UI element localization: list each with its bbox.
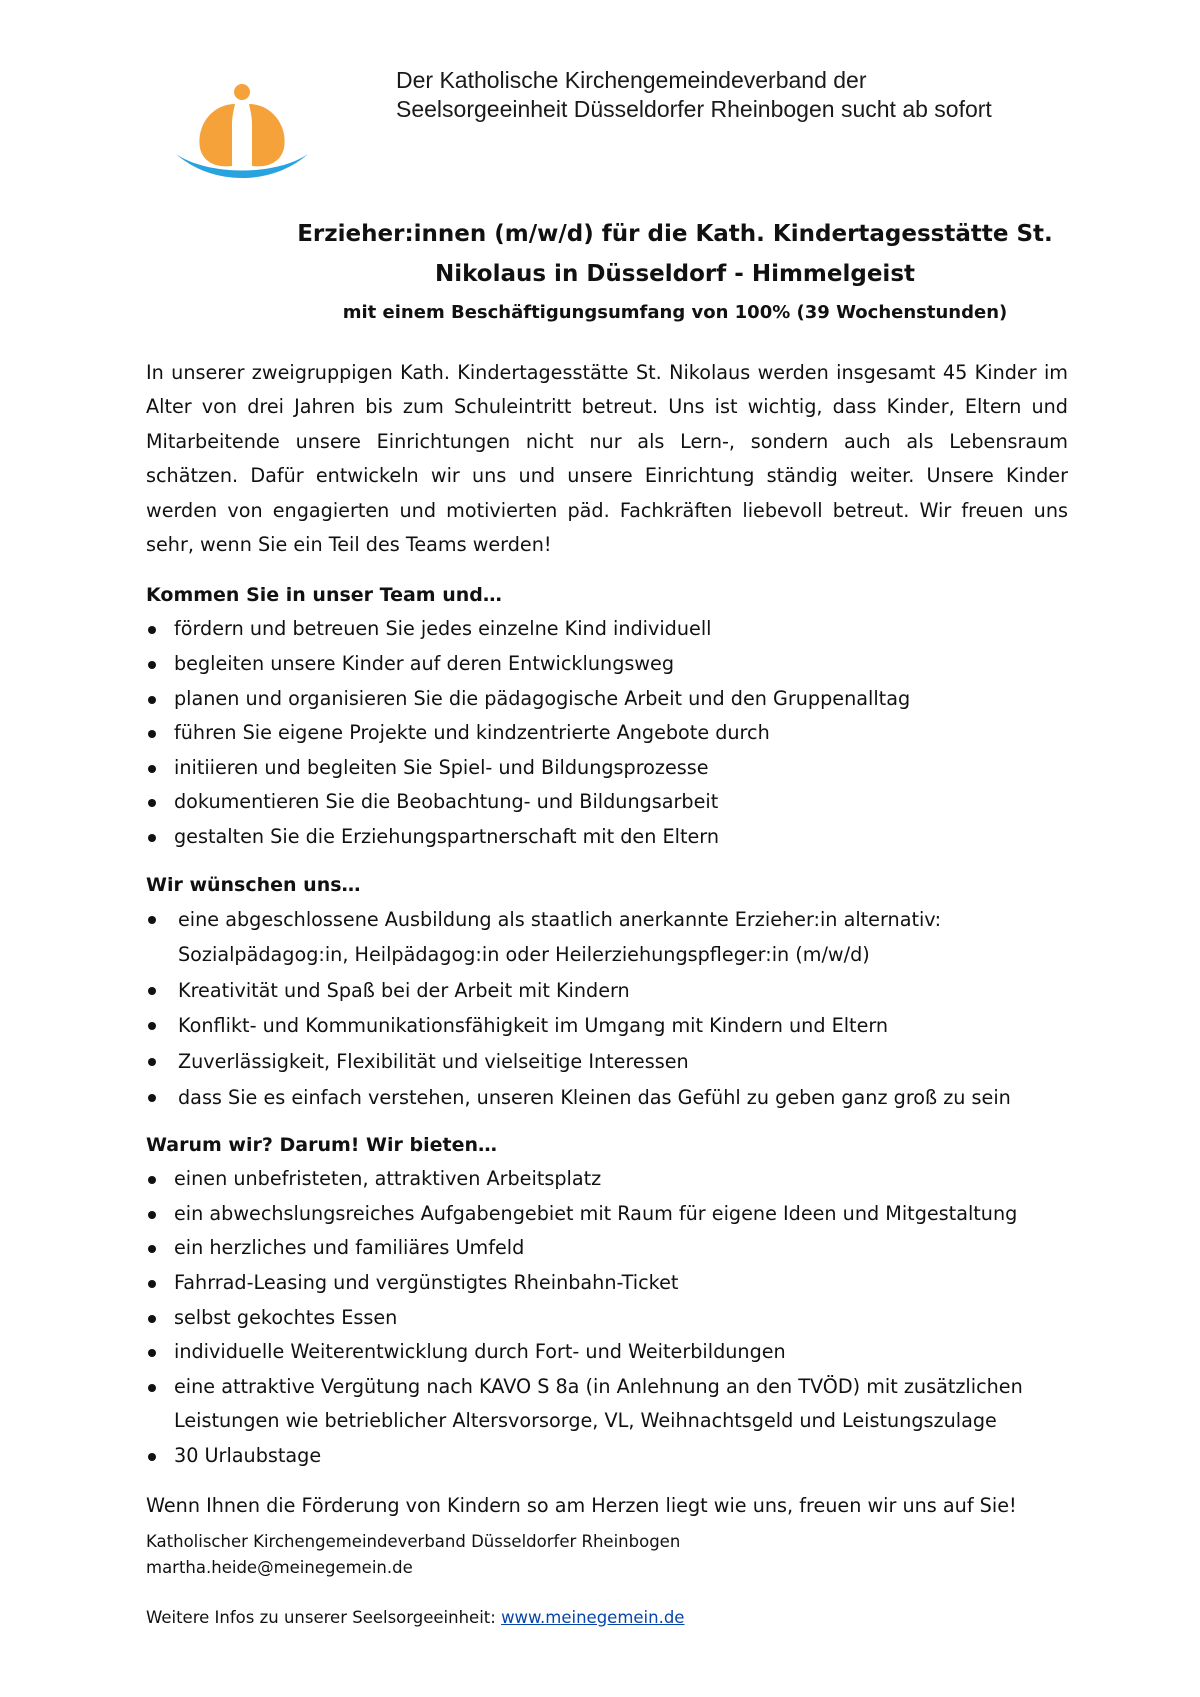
list-item: dokumentieren Sie die Beobachtung- und Bildungsarbeit [146,785,1068,820]
list-item: Kreativität und Spaß bei der Arbeit mit Kindern [146,973,1068,1009]
list-item: einen unbefristeten, attraktiven Arbeitsplatz [146,1162,1068,1197]
list-item: Zuverlässigkeit, Flexibilität und vielseitige Interessen [146,1044,1068,1080]
list-item: ein herzliches und familiäres Umfeld [146,1231,1068,1266]
bullet-icon [148,626,156,634]
list-item: initiieren und begleiten Sie Spiel- und Bildungsprozesse [146,751,1068,786]
more-info-label: Weitere Infos zu unserer Seelsorgeeinheit: [146,1607,502,1627]
bullet-icon [148,1058,156,1066]
contact-email: martha.heide@meinegemein.de [146,1557,413,1577]
list-item: gestalten Sie die Erziehungspartnerschaft mit den Eltern [146,820,1068,855]
organization-header [396,66,1116,124]
section-heading-tasks: Kommen Sie in unser Team und… [146,584,502,607]
list-item: individuelle Weiterentwicklung durch Fort- und Weiterbildungen [146,1335,1068,1370]
list-item: ein abwechslungsreiches Aufgabengebiet mit Raum für eigene Ideen und Mitgestaltung [146,1197,1068,1232]
list-item: eine abgeschlossene Ausbildung als staatlich anerkannte Erzieher:in alternativ: Sozialpädagog:in, Heilpädagog:in oder Heilerziehungspfleger:in (m/w/d) [146,902,1068,973]
bullet-icon [148,834,156,842]
task-list [146,612,1068,854]
list-item: begleiten unsere Kinder auf deren Entwicklungsweg [146,647,1068,682]
bullet-icon [148,987,156,995]
list-item: führen Sie eigene Projekte und kindzentrierte Angebote durch [146,716,1068,751]
requirements-list [146,902,1068,1116]
bullet-icon [148,1094,156,1102]
list-item: selbst gekochtes Essen [146,1301,1068,1336]
job-title-block [290,214,1060,330]
bullet-icon [148,1384,156,1392]
section-heading-benefits: Warum wir? Darum! Wir bieten… [146,1134,497,1157]
list-item: eine attraktive Vergütung nach KAVO S 8a (in Anlehnung an den TVÖD) mit zusätzlichen Leistungen wie betrieblicher Altersvorsorge, VL, Weihnachtsgeld und Leistungszulage [146,1370,1068,1439]
contact-organization: Katholischer Kirchengemeindeverband Düsseldorfer Rheinbogen [146,1531,681,1551]
parish-logo-icon [172,82,312,192]
bullet-icon [148,916,156,924]
job-title-line-2: Nikolaus in Düsseldorf - Himmelgeist [434,261,916,287]
job-subtitle: mit einem Beschäftigungsumfang von 100% (39 Wochenstunden) [342,302,1008,323]
bullet-icon [148,730,156,738]
website-link[interactable]: www.meinegemein.de [501,1607,685,1627]
list-item: Fahrrad-Leasing und vergünstigtes Rheinbahn-Ticket [146,1266,1068,1301]
bullet-icon [148,1349,156,1357]
header-line-2: Seelsorgeeinheit Düsseldorfer Rheinbogen sucht ab sofort [396,96,992,122]
bullet-icon [148,1280,156,1288]
bullet-icon [148,1245,156,1253]
header-line-1: Der Katholische Kirchengemeindeverband der [396,67,867,93]
bullet-icon [148,765,156,773]
list-item: planen und organisieren Sie die pädagogische Arbeit und den Gruppenalltag [146,682,1068,717]
bullet-icon [148,1315,156,1323]
job-title-line-1: Erzieher:innen (m/w/d) für die Kath. Kindertagesstätte St. [297,221,1053,247]
intro-paragraph: In unserer zweigruppigen Kath. Kindertagesstätte St. Nikolaus werden insgesamt 45 Kinder im Alter von drei Jahren bis zum Schuleintritt betreut. Uns ist wichtig, dass Kinder, Eltern und Mitarbeitende unsere Einrichtungen nicht nur als Lern-, sondern auch als Lebensraum schätzen. Dafür entwickeln wir uns und unsere Einrichtung ständig weiter. Unsere Kinder werden von engagierten und motivierten päd. Fachkräften liebevoll betreut. Wir freuen uns sehr, wenn Sie ein Teil des Teams werden! [146,361,1068,557]
benefits-list [146,1162,1068,1473]
more-info [146,1605,1068,1631]
list-item: fördern und betreuen Sie jedes einzelne Kind individuell [146,612,1068,647]
closing-sentence: Wenn Ihnen die Förderung von Kindern so am Herzen liegt wie uns, freuen wir uns auf Sie! [146,1493,1017,1517]
list-item: 30 Urlaubstage [146,1439,1068,1474]
bullet-icon [148,696,156,704]
list-item: dass Sie es einfach verstehen, unseren Kleinen das Gefühl zu geben ganz groß zu sein [146,1080,1068,1116]
bullet-icon [148,1176,156,1184]
bullet-icon [148,1211,156,1219]
bullet-icon [148,799,156,807]
bullet-icon [148,661,156,669]
bullet-icon [148,1022,156,1030]
bullet-icon [148,1453,156,1461]
contact-block [146,1529,1068,1581]
job-description [146,356,1068,1631]
list-item: Konflikt- und Kommunikationsfähigkeit im Umgang mit Kindern und Eltern [146,1008,1068,1044]
section-heading-requirements: Wir wünschen uns… [146,873,361,896]
